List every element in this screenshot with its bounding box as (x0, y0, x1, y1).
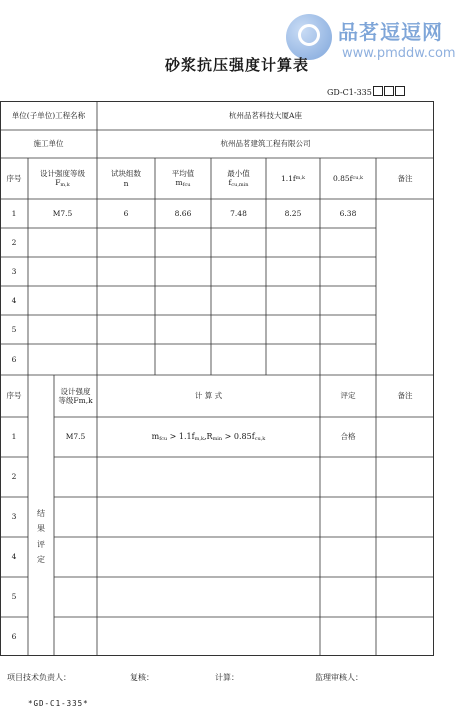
watermark-ring-icon (298, 24, 320, 46)
t1-header-k11: 1.1f m,k (280, 173, 306, 183)
t2-row1-grade: M7.5 (65, 432, 86, 442)
t1-header-test-groups-text: 试块组数 (111, 169, 141, 179)
t2-row1-seq: 1 (11, 432, 17, 442)
builder-value: 杭州品茗建筑工程有限公司 (220, 139, 311, 149)
footer-calculator: 计算： (215, 673, 239, 682)
code-box-1 (373, 86, 383, 96)
t2-header-evaluation: 评定 (340, 391, 356, 401)
footer-tech-lead: 项目技术负责人： (7, 673, 71, 682)
t1-header-design-grade (28, 158, 97, 199)
builder-label: 施工单位 (33, 139, 64, 149)
t1-row1-grade: M7.5 (52, 208, 73, 218)
t2-row5-seq: 5 (11, 592, 17, 602)
t1-row2-seq: 2 (11, 237, 17, 247)
code-box-3 (395, 86, 405, 96)
conclusion-label: 结果评定 (37, 509, 45, 564)
footer-supervisor: 监理审核人： (315, 673, 363, 682)
t2-row6-seq: 6 (11, 631, 17, 641)
t1-header-remark: 备注 (397, 173, 413, 183)
t2-row1-evaluation: 合格 (340, 432, 356, 442)
t1-row1-min: 7.48 (230, 208, 247, 218)
t2-header-formula: 计 算 式 (194, 391, 223, 401)
form-code-text: GD-C1-335 (327, 88, 372, 97)
t1-row1-n: 6 (123, 208, 129, 218)
t1-header-test-groups-n: n (123, 178, 129, 188)
page-title: 砂浆抗压强度计算表 (164, 56, 309, 74)
t1-header-k085: 0.85f cu,k (332, 173, 364, 183)
t1-row1-seq: 1 (11, 208, 17, 218)
calculation-sheet (0, 101, 434, 656)
t1-header-min (211, 158, 266, 199)
t1-row3-seq: 3 (11, 266, 17, 276)
formula-expression: $m_{fcu} > 1.1f_{m,k},R_{min} > 0.85f_{cu,k}$ (151, 431, 266, 442)
t1-row4-seq: 4 (11, 295, 17, 305)
form-code (327, 86, 405, 97)
t1-header-design-grade-text: 设计强度等级 (40, 168, 85, 178)
t2-row4-seq: 4 (11, 552, 17, 562)
footer-barcode-text: *GD-C1-335* (28, 699, 89, 708)
project-name-value: 杭州品茗科技大厦A座 (229, 110, 302, 120)
t1-header-seq: 序号 (6, 173, 22, 183)
footer-reviewer: 复核： (130, 673, 154, 682)
t1-header-k085-text: 0.85f (332, 173, 353, 183)
watermark-url: www.pmddw.com (342, 46, 456, 61)
t1-row6-seq: 6 (11, 354, 17, 364)
t2-row3-seq: 3 (11, 512, 17, 522)
t1-header-k11-text: 1.1f (280, 173, 296, 183)
t1-row1-mean: 8.66 (174, 208, 192, 218)
t1-header-test-groups (97, 158, 155, 199)
t2-row2-seq: 2 (11, 472, 17, 482)
t1-header-mean (155, 158, 211, 199)
t1-row5-seq: 5 (11, 324, 17, 334)
t2-row1-formula (97, 417, 320, 457)
t2-header-remark: 备注 (397, 391, 413, 401)
t1-header-design-grade-symbol: $F_{m,k}$ (55, 178, 70, 189)
t1-header-mean-text: 平均值 (171, 168, 195, 178)
project-name-label: 单位(子单位)工程名称 (11, 110, 86, 120)
code-box-2 (384, 86, 394, 96)
t1-row1-f085: 6.38 (339, 208, 357, 218)
t1-header-min-symbol: $f_{cu,min}$ (228, 178, 249, 189)
t1-header-min-text: 最小值 (227, 168, 250, 178)
t2-header-design-grade: 设计强度等级Fm,k (58, 386, 93, 405)
t1-row1-f11: 8.25 (284, 208, 302, 218)
t1-header-mean-symbol: $m_{fcu}$ (175, 178, 191, 189)
watermark-brand: 品茗逗逗网 (338, 20, 443, 44)
t2-header-seq: 序号 (6, 391, 22, 401)
